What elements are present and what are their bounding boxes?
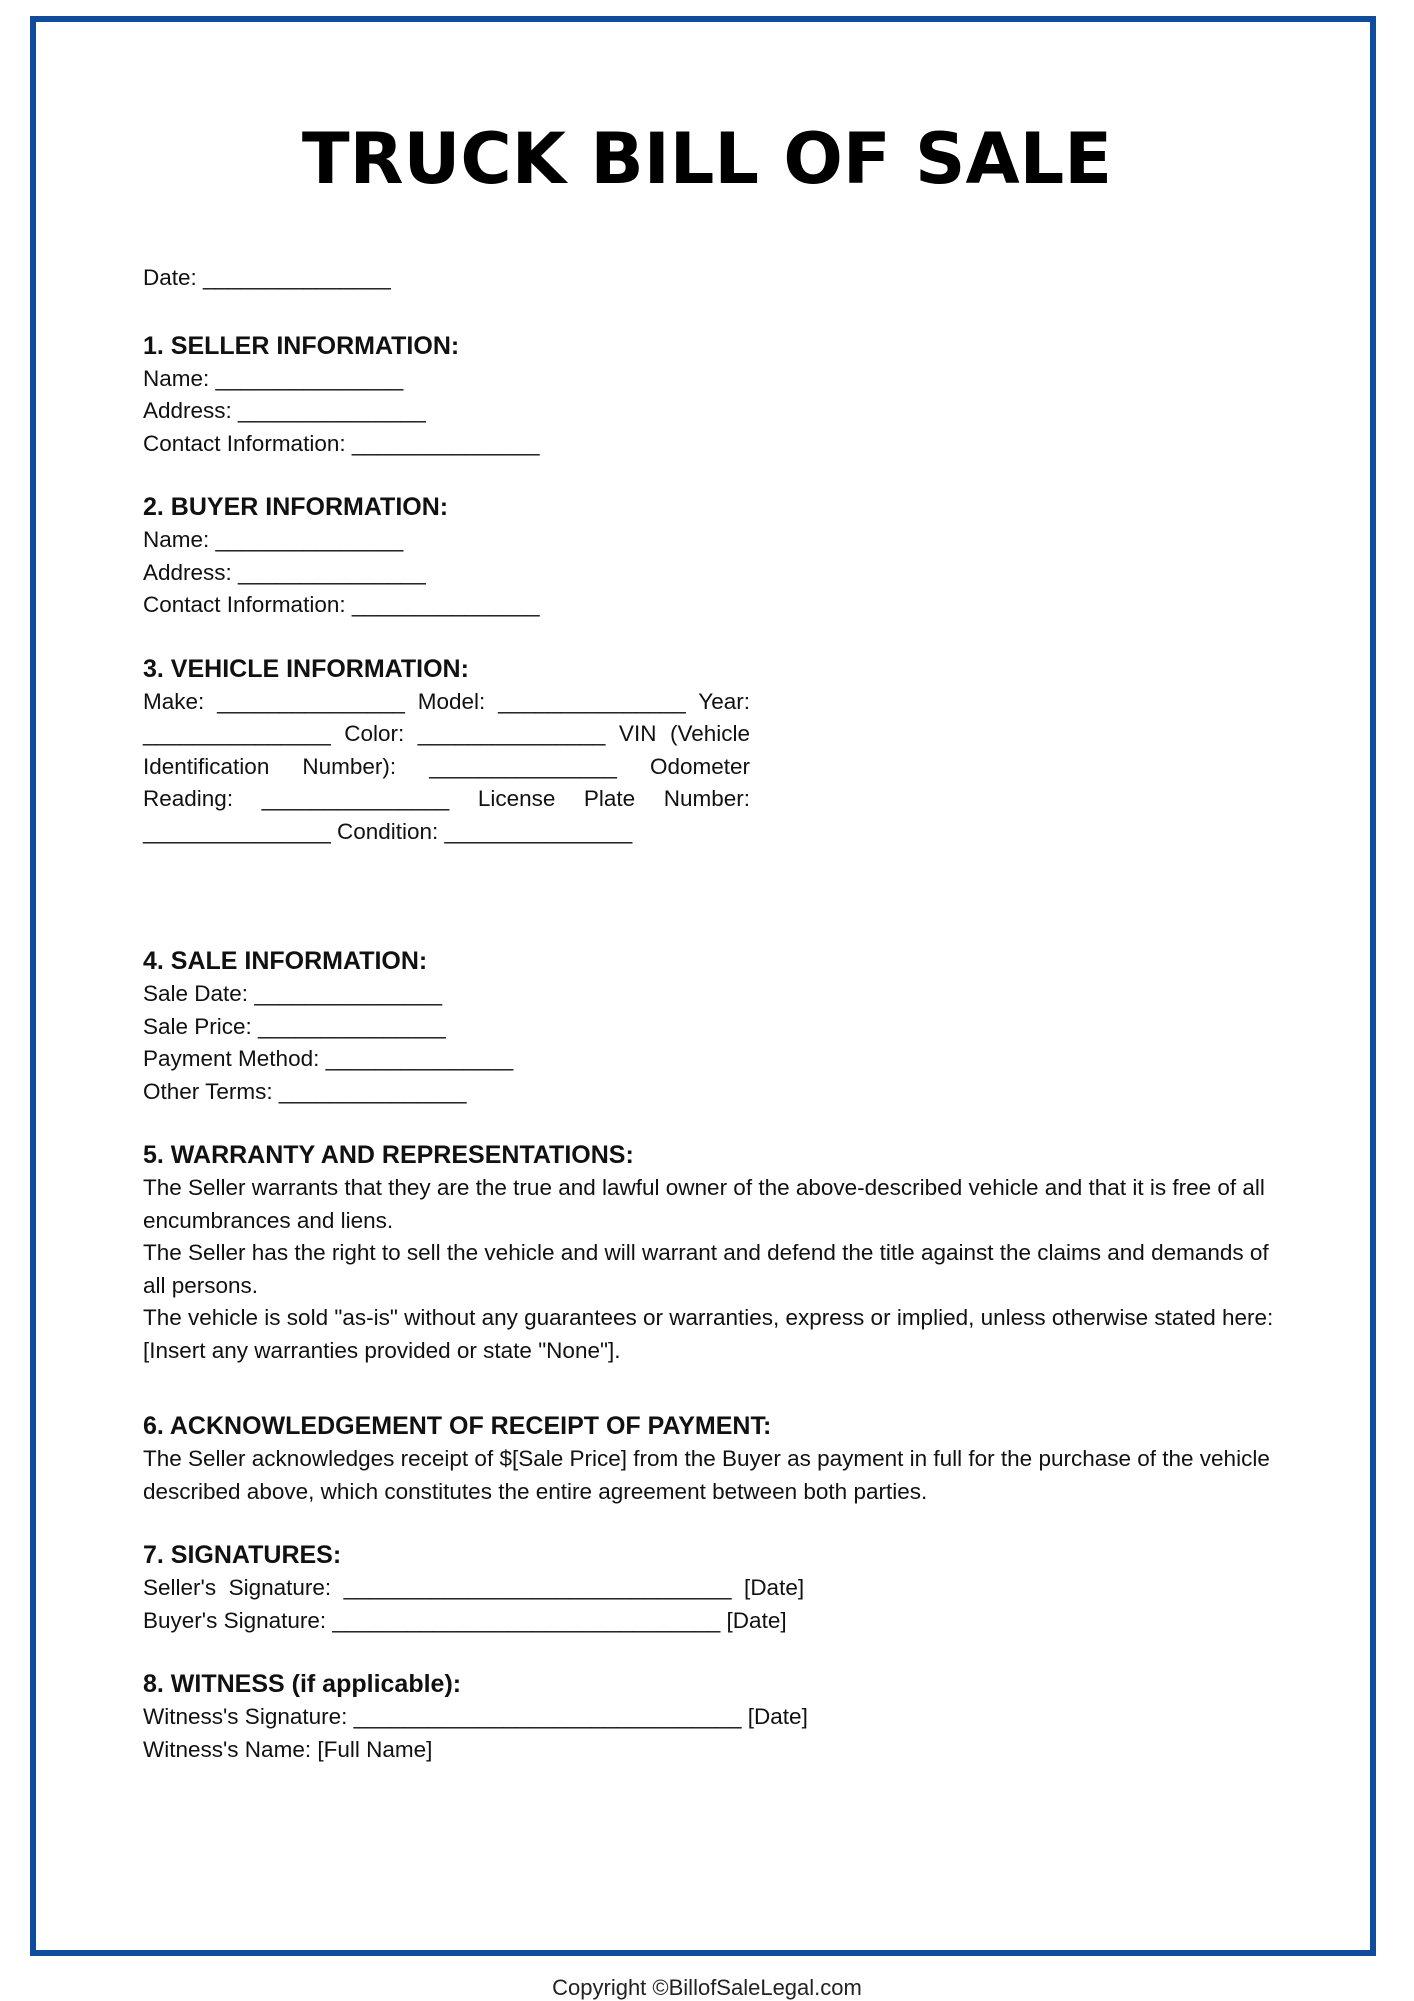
copyright-footer: Copyright ©BillofSaleLegal.com xyxy=(552,1975,862,2000)
seller-address-field[interactable]: Address: _______________ xyxy=(143,398,426,423)
acknowledgement-paragraph: The Seller acknowledges receipt of $[Sale Price] from the Buyer as payment in full for the purchase of the vehicle described above, which constitutes the entire agreement between both parties. xyxy=(143,1446,1270,1504)
buyer-heading: 2. BUYER INFORMATION: xyxy=(143,493,449,521)
seller-section xyxy=(143,329,1293,461)
sale-heading: 4. SALE INFORMATION: xyxy=(143,947,428,975)
date-field[interactable]: Date: _______________ xyxy=(143,265,391,290)
seller-signature-field[interactable]: Seller's Signature: _______________________________ [Date] xyxy=(143,1575,805,1600)
signatures-heading: 7. SIGNATURES: xyxy=(143,1541,342,1569)
buyer-section xyxy=(143,490,1293,622)
witness-section xyxy=(143,1667,1293,1766)
buyer-contact-field[interactable]: Contact Information: _______________ xyxy=(143,592,540,617)
seller-heading: 1. SELLER INFORMATION: xyxy=(143,331,460,360)
seller-contact-field[interactable]: Contact Information: _______________ xyxy=(143,430,540,456)
warranty-paragraph: The Seller warrants that they are the true and lawful owner of the above-described vehicle and that it is free of all encumbrances and liens. xyxy=(143,1175,1265,1233)
vehicle-fields[interactable]: Make: _______________ Model: _______________ Year: _______________ Color: _______________ VIN (Vehicle Identification Number): _______________ Odometer Reading: _______________ License Plate Number: _______________ Condition: _______________ xyxy=(143,688,750,844)
vehicle-heading: 3. VEHICLE INFORMATION: xyxy=(143,654,469,683)
witness-name-field[interactable]: Witness's Name: [Full Name] xyxy=(143,1736,433,1762)
other-terms-field[interactable]: Other Terms: _______________ xyxy=(143,1078,467,1104)
warranty-section xyxy=(143,1138,1293,1367)
witness-signature-field[interactable]: Witness's Signature: _______________________________ [Date] xyxy=(143,1704,808,1729)
buyer-address-field[interactable]: Address: _______________ xyxy=(143,559,426,585)
document-body xyxy=(143,262,1293,1766)
warranty-paragraph: The vehicle is sold "as-is" without any guarantees or warranties, express or implied, unless otherwise stated here: [Insert any warranties provided or state "None"]. xyxy=(143,1305,1274,1363)
witness-heading: 8. WITNESS (if applicable): xyxy=(143,1670,462,1698)
buyer-name-field[interactable]: Name: _______________ xyxy=(143,527,404,552)
signatures-section xyxy=(143,1538,1293,1637)
acknowledgement-section xyxy=(143,1409,1293,1508)
buyer-signature-field[interactable]: Buyer's Signature: _______________________________ [Date] xyxy=(143,1607,787,1633)
acknowledgement-heading: 6. ACKNOWLEDGEMENT OF RECEIPT OF PAYMENT: xyxy=(143,1412,772,1440)
document-title: TRUCK BILL OF SALE xyxy=(301,118,1113,200)
sale-price-field[interactable]: Sale Price: _______________ xyxy=(143,1013,446,1039)
seller-name-field[interactable]: Name: _______________ xyxy=(143,365,404,391)
warranty-paragraph: The Seller has the right to sell the vehicle and will warrant and defend the title against the claims and demands of all persons. xyxy=(143,1240,1269,1298)
sale-date-field[interactable]: Sale Date: _______________ xyxy=(143,981,443,1006)
payment-method-field[interactable]: Payment Method: _______________ xyxy=(143,1046,514,1071)
warranty-heading: 5. WARRANTY AND REPRESENTATIONS: xyxy=(143,1141,634,1169)
sale-section xyxy=(143,944,1293,1108)
vehicle-section xyxy=(143,652,1293,849)
